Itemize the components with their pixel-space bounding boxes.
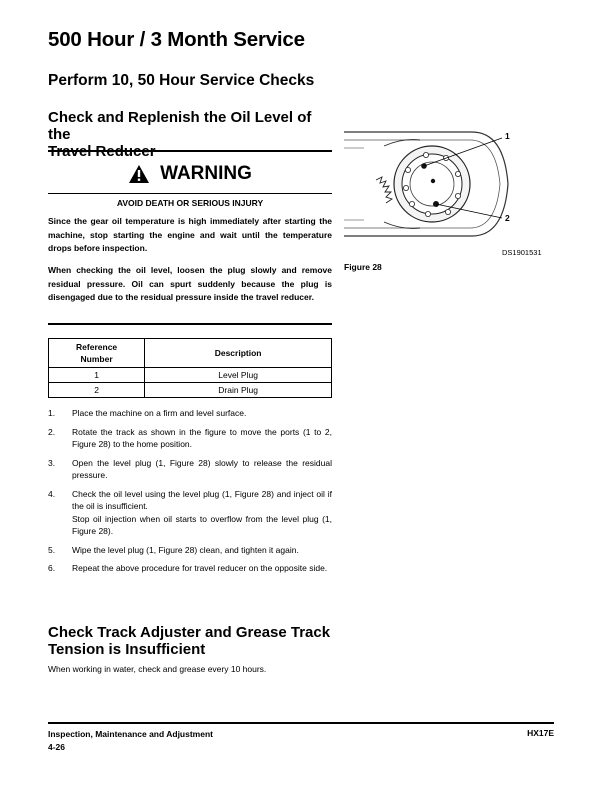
warning-paragraph: When checking the oil level, loosen the plug slowly and remove residual pressure. Oil can spurt suddenly because the plug is disengaged due to the residual pressure inside the travel reducer. bbox=[48, 265, 332, 302]
table-cell-desc: Level Plug bbox=[145, 368, 332, 383]
warning-top-rule bbox=[48, 150, 332, 152]
footer-rule bbox=[48, 722, 554, 724]
list-item: 5. Wipe the level plug (1, Figure 28) clean, and tighten it again. bbox=[48, 544, 299, 555]
warning-label: WARNING bbox=[160, 163, 252, 184]
list-item: 2. Rotate the track as shown in the figure to move the ports (1 to 2, Figure 28) to the home position. bbox=[48, 426, 332, 449]
section-heading-service-checks: Perform 10, 50 Hour Service Checks bbox=[48, 72, 315, 89]
footer-manual-title: Inspection, Maintenance and Adjustment bbox=[48, 729, 213, 739]
list-item: 6. Repeat the above procedure for travel reducer on the opposite side. bbox=[48, 563, 328, 573]
warning-triangle-icon bbox=[128, 164, 150, 184]
warning-paragraph: Since the gear oil temperature is high immediately after starting the machine, stop starting the engine and wait until the temperature drops before inspection. bbox=[48, 216, 332, 253]
table-header-description: Description bbox=[145, 339, 332, 368]
table-row bbox=[49, 368, 332, 383]
section-heading-line: Check Track Adjuster and Grease Track bbox=[48, 624, 331, 641]
warning-subtitle: AVOID DEATH OR SERIOUS INJURY bbox=[116, 198, 264, 208]
travel-reducer-figure bbox=[344, 118, 514, 250]
procedure-steps bbox=[48, 407, 332, 581]
figure-reference-code: DS1901531 bbox=[502, 248, 542, 257]
footer-model: HX17E bbox=[527, 728, 554, 738]
list-item: 4. Check the oil level using the level plug (1, Figure 28) and inject oil if the oil is insufficient. Stop oil injection when oil starts to overflow from the level plug (1, Figure 28). bbox=[48, 488, 332, 536]
warning-divider bbox=[48, 193, 332, 194]
table-header-reference: Reference Number bbox=[49, 339, 145, 368]
table-cell-ref: 1 bbox=[49, 368, 145, 383]
footer-left bbox=[48, 728, 213, 754]
reference-table bbox=[48, 338, 332, 398]
warning-banner bbox=[48, 158, 332, 190]
section-heading-travel-reducer bbox=[48, 109, 338, 160]
page-title: 500 Hour / 3 Month Service bbox=[48, 28, 305, 51]
table-row bbox=[49, 383, 332, 398]
table-cell-desc: Drain Plug bbox=[145, 383, 332, 398]
table-header-row bbox=[49, 339, 332, 368]
section-heading-line: Tension is Insufficient bbox=[48, 641, 206, 658]
section-body-text: When working in water, check and grease every 10 hours. bbox=[48, 664, 267, 674]
list-item: 3. Open the level plug (1, Figure 28) slowly to release the residual pressure. bbox=[48, 457, 332, 480]
figure-caption: Figure 28 bbox=[344, 262, 382, 272]
table-cell-ref: 2 bbox=[49, 383, 145, 398]
section-heading-track-adjuster bbox=[48, 624, 338, 658]
figure-callout-1: 1 bbox=[505, 131, 510, 141]
warning-bottom-rule bbox=[48, 323, 332, 325]
section-heading-line: Check and Replenish the Oil Level of the bbox=[48, 109, 312, 143]
page-number: 4-26 bbox=[48, 742, 66, 752]
figure-callout-2: 2 bbox=[505, 213, 510, 223]
list-item: 1. Place the machine on a firm and level surface. bbox=[48, 408, 247, 418]
